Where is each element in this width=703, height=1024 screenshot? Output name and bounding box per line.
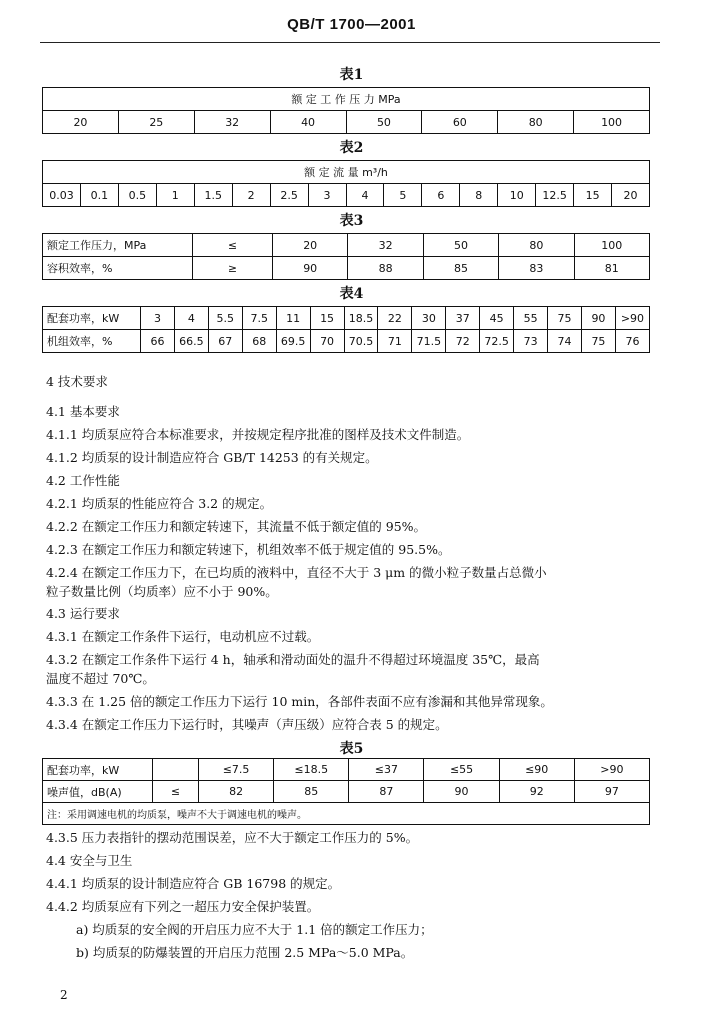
table-cell: 87 bbox=[349, 781, 424, 803]
table-cell: 15 bbox=[574, 184, 612, 207]
table2-title: 额 定 流 量 m³/h bbox=[43, 161, 650, 184]
table-cell: 71 bbox=[378, 330, 412, 353]
clause: 4.3.4 在额定工作压力下运行时，其噪声（声压级）应符合表 5 的规定。 bbox=[46, 717, 448, 732]
table-cell: 20 bbox=[273, 234, 348, 257]
table-cell: 40 bbox=[270, 111, 346, 134]
table-cell: 66.5 bbox=[174, 330, 208, 353]
table-cell: 2.5 bbox=[270, 184, 308, 207]
table-cell: 74 bbox=[548, 330, 582, 353]
table-cell: 5 bbox=[384, 184, 422, 207]
table-cell: 0.03 bbox=[43, 184, 81, 207]
clause: 4.1.2 均质泵的设计制造应符合 GB/T 14253 的有关规定。 bbox=[46, 450, 378, 465]
table-cell: 20 bbox=[43, 111, 119, 134]
subsection-heading: 4.2 工作性能 bbox=[46, 473, 120, 488]
table3 bbox=[42, 233, 650, 280]
table-cell: 32 bbox=[194, 111, 270, 134]
table-cell: 68 bbox=[242, 330, 276, 353]
table-cell: 4 bbox=[174, 307, 208, 330]
table-cell: 11 bbox=[276, 307, 310, 330]
table-cell: 20 bbox=[612, 184, 650, 207]
list-item-b: b) 均质泵的防爆装置的开启压力范围 2.5 MPa～5.0 MPa。 bbox=[76, 945, 414, 960]
table-cell: 3 bbox=[141, 307, 175, 330]
table-cell: 3 bbox=[308, 184, 346, 207]
table-cell: 50 bbox=[423, 234, 498, 257]
table-cell: ≤37 bbox=[349, 759, 424, 781]
table-cell: 72.5 bbox=[480, 330, 514, 353]
table-cell: 1.5 bbox=[194, 184, 232, 207]
table-cell: 90 bbox=[424, 781, 499, 803]
table-cell: 15 bbox=[310, 307, 344, 330]
table-cell: 100 bbox=[574, 234, 649, 257]
table-cell: 2 bbox=[232, 184, 270, 207]
table2-caption: 表2 bbox=[339, 140, 364, 156]
table2 bbox=[42, 160, 650, 207]
row-label: 配套功率，kW bbox=[43, 759, 153, 781]
row-label: 噪声值，dB(A) bbox=[43, 781, 153, 803]
table1-caption: 表1 bbox=[339, 67, 364, 83]
table-cell: 72 bbox=[446, 330, 480, 353]
clause: 4.2.1 均质泵的性能应符合 3.2 的规定。 bbox=[46, 496, 273, 511]
table5 bbox=[42, 758, 650, 825]
table-cell: 6 bbox=[422, 184, 460, 207]
table-cell: 18.5 bbox=[344, 307, 378, 330]
subsection-heading: 4.3 运行要求 bbox=[46, 606, 120, 621]
table-cell: 70 bbox=[310, 330, 344, 353]
table-cell: 0.1 bbox=[80, 184, 118, 207]
operator: ≤ bbox=[153, 781, 199, 803]
table-cell: 82 bbox=[199, 781, 274, 803]
table-cell: 75 bbox=[548, 307, 582, 330]
table5-caption: 表5 bbox=[339, 741, 364, 757]
operator: ≥ bbox=[193, 257, 273, 280]
table-cell: 45 bbox=[480, 307, 514, 330]
table-cell: 4 bbox=[346, 184, 384, 207]
table1 bbox=[42, 87, 650, 134]
table-cell: 69.5 bbox=[276, 330, 310, 353]
table-cell: 12.5 bbox=[536, 184, 574, 207]
table-cell: ≤18.5 bbox=[274, 759, 349, 781]
table-cell: 67 bbox=[208, 330, 242, 353]
row-label: 配套功率，kW bbox=[43, 307, 141, 330]
subsection-heading: 4.4 安全与卫生 bbox=[46, 853, 133, 868]
table-cell: 22 bbox=[378, 307, 412, 330]
table-cell: 81 bbox=[574, 257, 649, 280]
clause: 4.3.3 在 1.25 倍的额定工作压力下运行 10 min，各部件表面不应有渗漏和其他异常现象。 bbox=[46, 694, 553, 709]
table-cell: 83 bbox=[499, 257, 574, 280]
table-cell: >90 bbox=[574, 759, 649, 781]
table-cell: 30 bbox=[412, 307, 446, 330]
row-label: 机组效率，% bbox=[43, 330, 141, 353]
table-cell: 85 bbox=[423, 257, 498, 280]
table4 bbox=[42, 306, 650, 353]
table-cell: 73 bbox=[514, 330, 548, 353]
table-cell: 5.5 bbox=[208, 307, 242, 330]
clause: 4.3.2 在额定工作条件下运行 4 h，轴承和滑动面处的温升不得超过环境温度 35℃，最高 bbox=[46, 652, 540, 667]
table-cell: ≤7.5 bbox=[199, 759, 274, 781]
clause: 4.1.1 均质泵应符合本标准要求，并按规定程序批准的图样及技术文件制造。 bbox=[46, 427, 470, 442]
operator: ≤ bbox=[193, 234, 273, 257]
clause: 4.3.1 在额定工作条件下运行，电动机应不过载。 bbox=[46, 629, 320, 644]
table-cell: 25 bbox=[118, 111, 194, 134]
table-cell: 92 bbox=[499, 781, 574, 803]
clause: 4.2.3 在额定工作压力和额定转速下，机组效率不低于规定值的 95.5%。 bbox=[46, 542, 451, 557]
table-cell: 7.5 bbox=[242, 307, 276, 330]
table-cell: 75 bbox=[581, 330, 615, 353]
table-cell: 32 bbox=[348, 234, 423, 257]
table4-caption: 表4 bbox=[339, 286, 364, 302]
subsection-heading: 4.1 基本要求 bbox=[46, 404, 120, 419]
table-cell: 80 bbox=[499, 234, 574, 257]
table-cell: 0.5 bbox=[118, 184, 156, 207]
table-cell: 90 bbox=[581, 307, 615, 330]
table-cell: 60 bbox=[422, 111, 498, 134]
table-cell: 76 bbox=[615, 330, 649, 353]
row-label: 额定工作压力，MPa bbox=[43, 234, 193, 257]
header-rule bbox=[40, 42, 660, 43]
table1-title: 额 定 工 作 压 力 MPa bbox=[43, 88, 650, 111]
operator bbox=[153, 759, 199, 781]
table3-caption: 表3 bbox=[339, 213, 364, 229]
clause: 4.2.2 在额定工作压力和额定转速下，其流量不低于额定值的 95%。 bbox=[46, 519, 427, 534]
table-cell: 55 bbox=[514, 307, 548, 330]
row-label: 容积效率，% bbox=[43, 257, 193, 280]
clause: 4.4.1 均质泵的设计制造应符合 GB 16798 的规定。 bbox=[46, 876, 341, 891]
table-cell: 85 bbox=[274, 781, 349, 803]
table-cell: 1 bbox=[156, 184, 194, 207]
table-cell: 100 bbox=[574, 111, 650, 134]
table-cell: 37 bbox=[446, 307, 480, 330]
list-item-a: a) 均质泵的安全阀的开启压力应不大于 1.1 倍的额定工作压力； bbox=[76, 922, 433, 937]
clause: 4.2.4 在额定工作压力下，在已均质的液料中，直径不大于 3 μm 的微小粒子数量占总微小 bbox=[46, 565, 547, 580]
table-cell: 8 bbox=[460, 184, 498, 207]
table-cell: 97 bbox=[574, 781, 649, 803]
table-cell: 10 bbox=[498, 184, 536, 207]
clause-continuation: 温度不超过 70℃。 bbox=[46, 671, 155, 686]
table-cell: 50 bbox=[346, 111, 422, 134]
table-cell: ≤90 bbox=[499, 759, 574, 781]
table5-note: 注：采用调速电机的均质泵，噪声不大于调速电机的噪声。 bbox=[43, 803, 650, 825]
standard-header: QB/T 1700—2001 bbox=[287, 16, 416, 33]
table-cell: 90 bbox=[273, 257, 348, 280]
table-cell: 80 bbox=[498, 111, 574, 134]
section-heading: 4 技术要求 bbox=[46, 374, 108, 389]
clause-continuation: 粒子数量比例（均质率）应不小于 90%。 bbox=[46, 584, 278, 599]
table-cell: 71.5 bbox=[412, 330, 446, 353]
clause: 4.3.5 压力表指针的摆动范围误差，应不大于额定工作压力的 5%。 bbox=[46, 830, 419, 845]
table-cell: ≤55 bbox=[424, 759, 499, 781]
table-cell: >90 bbox=[615, 307, 649, 330]
table-cell: 88 bbox=[348, 257, 423, 280]
clause: 4.4.2 均质泵应有下列之一超压力安全保护装置。 bbox=[46, 899, 320, 914]
page-number: 2 bbox=[60, 988, 68, 1002]
table-cell: 66 bbox=[141, 330, 175, 353]
table-cell: 70.5 bbox=[344, 330, 378, 353]
